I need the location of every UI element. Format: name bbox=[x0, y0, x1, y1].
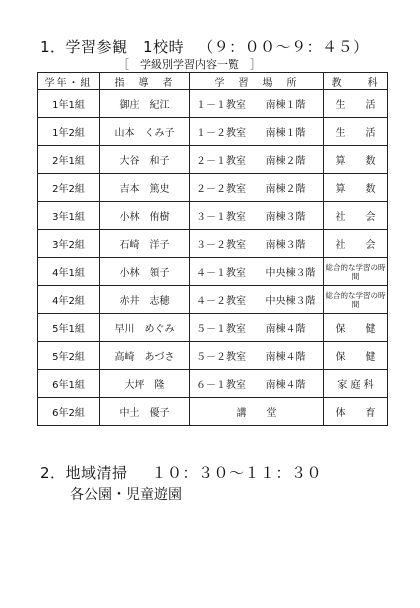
cell-building: 南棟３階 bbox=[262, 202, 324, 230]
table-row bbox=[38, 90, 388, 118]
cell-room: ６－１教室 bbox=[190, 370, 262, 398]
cell-subject: 生 活 bbox=[324, 90, 388, 118]
cell-class: 3年1組 bbox=[38, 202, 100, 230]
cell-teacher: 大谷 和子 bbox=[100, 146, 190, 174]
cell-teacher: 吉本 篤史 bbox=[100, 174, 190, 202]
table-row bbox=[38, 342, 388, 370]
cell-subject: 社 会 bbox=[324, 202, 388, 230]
table-row bbox=[38, 286, 388, 314]
cell-subject: 保 健 bbox=[324, 342, 388, 370]
header-class: 学年・組 bbox=[38, 73, 100, 90]
cell-room: ３－２教室 bbox=[190, 230, 262, 258]
cell-building: 南棟４階 bbox=[262, 314, 324, 342]
section-2-heading bbox=[40, 462, 322, 483]
table-row bbox=[38, 174, 388, 202]
cell-room: ５－２教室 bbox=[190, 342, 262, 370]
cell-building: 南棟４階 bbox=[262, 342, 324, 370]
cell-class: 6年2組 bbox=[38, 398, 100, 426]
cell-room: １－１教室 bbox=[190, 90, 262, 118]
section-2-time: １０：３０～１１：３０ bbox=[151, 464, 323, 482]
table-row bbox=[38, 314, 388, 342]
header-subject: 教 科 bbox=[324, 73, 388, 90]
cell-room: 講 堂 bbox=[190, 398, 324, 426]
cell-teacher: 石崎 洋子 bbox=[100, 230, 190, 258]
cell-teacher: 大坪 隆 bbox=[100, 370, 190, 398]
cell-subject: 総合的な学習の時間 bbox=[324, 286, 388, 314]
cell-teacher: 中土 優子 bbox=[100, 398, 190, 426]
cell-teacher: 赤井 志穂 bbox=[100, 286, 190, 314]
cell-class: 6年1組 bbox=[38, 370, 100, 398]
cell-class: 4年1組 bbox=[38, 258, 100, 286]
cell-building: 南棟４階 bbox=[262, 370, 324, 398]
cell-room: ４－２教室 bbox=[190, 286, 262, 314]
cell-class: 2年1組 bbox=[38, 146, 100, 174]
cell-building: 南棟３階 bbox=[262, 230, 324, 258]
header-location: 学 習 場 所 bbox=[190, 73, 324, 90]
cell-teacher: 山本 くみ子 bbox=[100, 118, 190, 146]
cell-class: 2年2組 bbox=[38, 174, 100, 202]
section-1-heading bbox=[40, 36, 369, 57]
cell-teacher: 御庄 紀江 bbox=[100, 90, 190, 118]
table-row bbox=[38, 370, 388, 398]
cell-subject: 算 数 bbox=[324, 174, 388, 202]
table-row bbox=[38, 202, 388, 230]
section-2-title: 2．地域清掃 bbox=[40, 464, 128, 482]
schedule-table bbox=[37, 72, 388, 426]
cell-teacher: 高崎 あづさ bbox=[100, 342, 190, 370]
cell-class: 3年2組 bbox=[38, 230, 100, 258]
cell-class: 5年1組 bbox=[38, 314, 100, 342]
cell-building: 南棟１階 bbox=[262, 118, 324, 146]
cell-room: ２－２教室 bbox=[190, 174, 262, 202]
cell-subject: 生 活 bbox=[324, 118, 388, 146]
cell-building: 南棟１階 bbox=[262, 90, 324, 118]
cell-teacher: 小林 領子 bbox=[100, 258, 190, 286]
cell-class: 5年2組 bbox=[38, 342, 100, 370]
table-row bbox=[38, 398, 388, 426]
cell-subject: 算 数 bbox=[324, 146, 388, 174]
cell-class: 1年1組 bbox=[38, 90, 100, 118]
cell-subject: 社 会 bbox=[324, 230, 388, 258]
cell-class: 4年2組 bbox=[38, 286, 100, 314]
cell-subject: 体 育 bbox=[324, 398, 388, 426]
table-row bbox=[38, 118, 388, 146]
cell-building: 中央棟３階 bbox=[262, 258, 324, 286]
header-teacher: 指 導 者 bbox=[100, 73, 190, 90]
cell-teacher: 早川 めぐみ bbox=[100, 314, 190, 342]
cell-building: 南棟２階 bbox=[262, 146, 324, 174]
cell-room: ５－１教室 bbox=[190, 314, 262, 342]
table-row bbox=[38, 230, 388, 258]
table-row bbox=[38, 146, 388, 174]
cell-subject: 家 庭 科 bbox=[324, 370, 388, 398]
cell-subject: 総合的な学習の時間 bbox=[324, 258, 388, 286]
section-2-location: 各公園・児童遊園 bbox=[70, 487, 182, 503]
cell-room: ４－１教室 bbox=[190, 258, 262, 286]
table-title: ［ 学級別学習内容一覧 ］ bbox=[118, 58, 261, 71]
cell-room: ２－１教室 bbox=[190, 146, 262, 174]
section-1-time: （９：００～９：４５） bbox=[198, 38, 369, 56]
cell-teacher: 小林 侑樹 bbox=[100, 202, 190, 230]
cell-room: １－２教室 bbox=[190, 118, 262, 146]
cell-room: ３－１教室 bbox=[190, 202, 262, 230]
cell-class: 1年2組 bbox=[38, 118, 100, 146]
table-row bbox=[38, 258, 388, 286]
table-header-row bbox=[38, 73, 388, 90]
cell-subject: 保 健 bbox=[324, 314, 388, 342]
cell-building: 南棟２階 bbox=[262, 174, 324, 202]
section-1-title: 1．学習参観 1校時 bbox=[40, 38, 185, 56]
cell-building: 中央棟３階 bbox=[262, 286, 324, 314]
